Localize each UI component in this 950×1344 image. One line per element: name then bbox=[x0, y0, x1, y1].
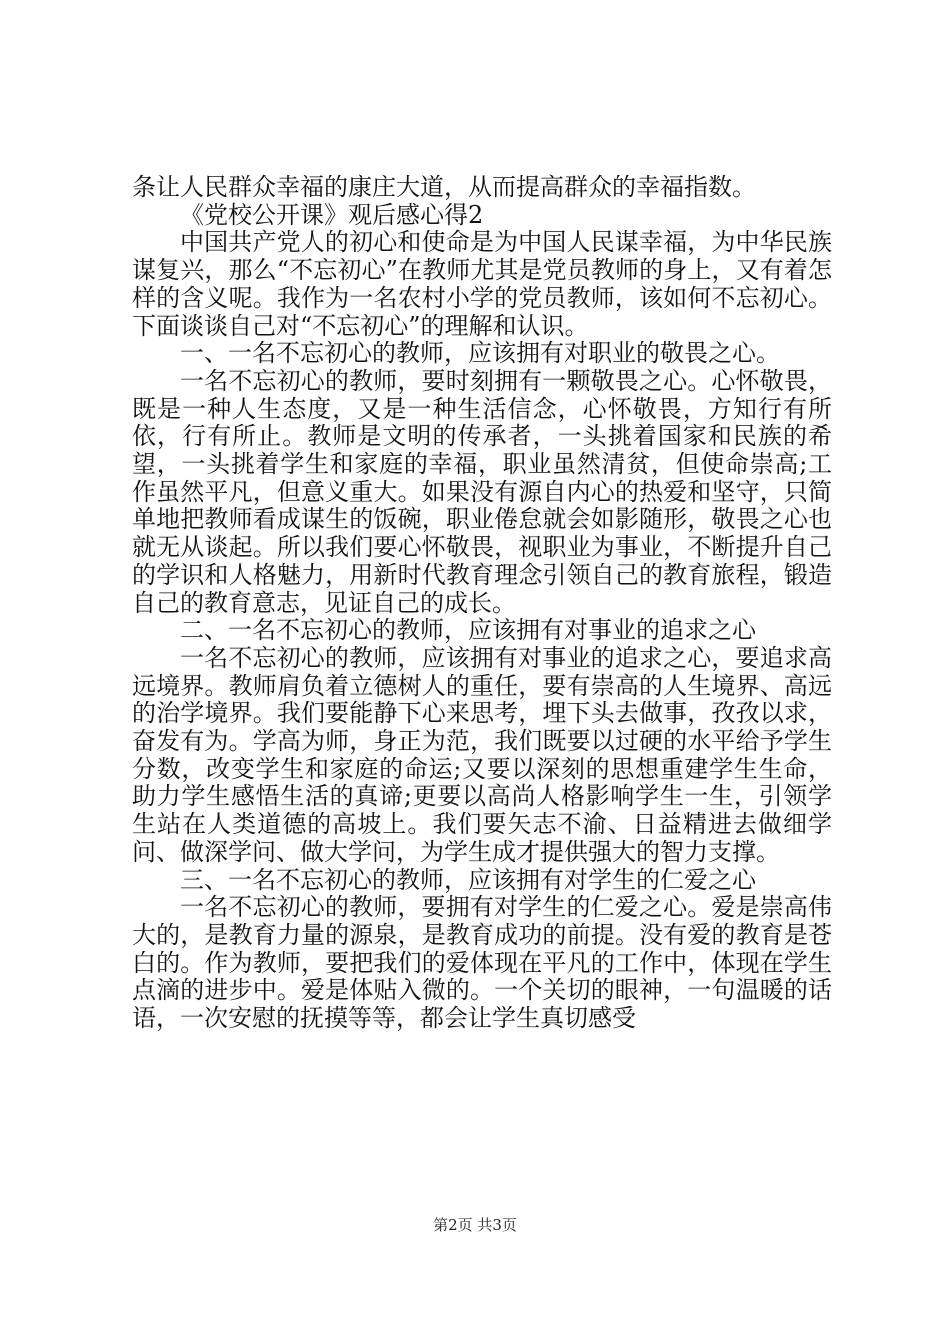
paragraph-point-two: 一名不忘初心的教师，应该拥有对事业的追求之心，要追求高远境界。教师肩负着立德树人的重任，要有崇高的人生境界、高远的治学境界。我们要能静下心来思考，埋下头去做事，孜孜以求，奋发有为。学高为师，身正为范，我们既要以过硬的水平给予学生分数，改变学生和家庭的命运;又要以深刻的思想重建学生生命，助力学生感悟生活的真谛;更要以高尚人格影响学生一生，引领学生站在人类道德的高坡上。我们要矢志不渝、日益精进去做细学问、做深学问、做大学问，为学生成才提供强大的智力支撑。 bbox=[132, 643, 832, 866]
heading-point-one: 一、一名不忘初心的教师，应该拥有对职业的敬畏之心。 bbox=[180, 339, 780, 368]
paragraph-point-three: 一名不忘初心的教师，要拥有对学生的仁爱之心。爱是崇高伟大的，是教育力量的源泉，是教育成功的前提。没有爱的教育是苍白的。作为教师，要把我们的爱体现在平凡的工作中，体现在学生点滴的进步中。爱是体贴入微的。一个关切的眼神，一句温暖的话语，一次安慰的抚摸等等，都会让学生真切感受 bbox=[132, 893, 832, 1033]
page-number-footer: 第2页 共3页 bbox=[433, 1216, 517, 1234]
paragraph-point-one: 一名不忘初心的教师，要时刻拥有一颗敬畏之心。心怀敬畏，既是一种人生态度，又是一种生活信念，心怀敬畏，方知行有所依，行有所止。教师是文明的传承者，一头挑着国家和民族的希望，一头挑着学生和家庭的幸福，职业虽然清贫，但使命崇高;工作虽然平凡，但意义重大。如果没有源自内心的热爱和坚守，只简单地把教师看成谋生的饭碗，职业倦怠就会如影随形，敬畏之心也就无从谈起。所以我们要心怀敬畏，视职业为事业，不断提升自己的学识和人格魅力，用新时代教育理念引领自己的教育旅程，锻造自己的教育意志，见证自己的成长。 bbox=[132, 366, 832, 617]
heading-point-two: 二、一名不忘初心的教师，应该拥有对事业的追求之心 bbox=[180, 616, 756, 645]
heading-point-three: 三、一名不忘初心的教师，应该拥有对学生的仁爱之心 bbox=[180, 865, 756, 894]
paragraph-intro: 中国共产党人的初心和使命是为中国人民谋幸福，为中华民族谋复兴，那么“不忘初心”在教师尤其是党员教师的身上，又有着怎样的含义呢。我作为一名农村小学的党员教师，该如何不忘初心。下面谈谈自己对“不忘初心”的理解和认识。 bbox=[132, 228, 832, 340]
section-title: 《党校公开课》观后感心得2 bbox=[180, 200, 484, 229]
paragraph-continuation: 条让人民群众幸福的康庄大道，从而提高群众的幸福指数。 bbox=[132, 173, 756, 201]
document-body bbox=[132, 174, 832, 1033]
